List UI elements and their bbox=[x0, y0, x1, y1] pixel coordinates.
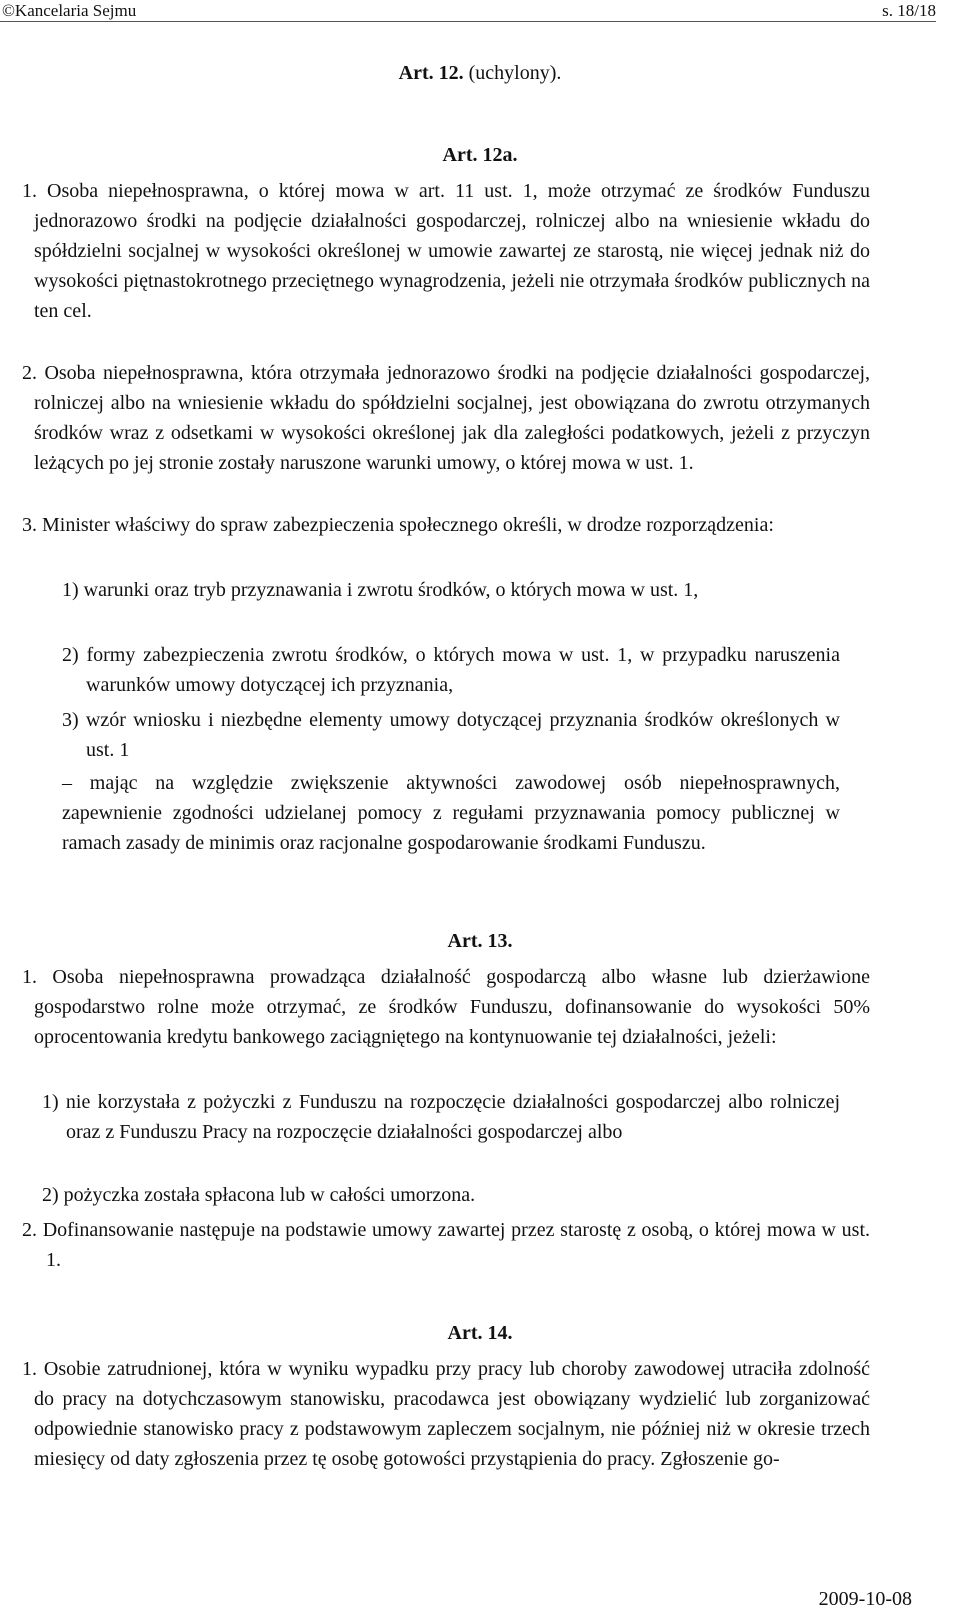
art-12a-heading bbox=[0, 144, 960, 167]
page-header bbox=[0, 0, 960, 24]
art-13-heading bbox=[0, 930, 960, 953]
art-13-title: Art. 13. bbox=[447, 930, 513, 952]
art-13-para-1: 1. Osoba niepełnosprawna prowadząca działalność gospodarczą albo własne lub dzierżawione gospodarstwo rolne może otrzymać, ze środków Funduszu, dofinansowanie do wysokości 50% oprocentowania kredytu bankowego zaciągniętego na kontynuowanie tej działalności, jeżeli: bbox=[22, 966, 870, 1048]
art-12a-closing-clause: – mając na względzie zwiększenie aktywności zawodowej osób niepełnosprawnych, zapewnienie zgodności udzielanej pomocy z regułami przyznawania pomocy publicznej w ramach zasady de minimis oraz racjonalne gospodarowanie środkami Funduszu. bbox=[62, 772, 840, 854]
art-12-note: (uchylony). bbox=[468, 62, 562, 84]
art-12-heading bbox=[0, 62, 960, 85]
art-13-para-2: 2. Dofinansowanie następuje na podstawie umowy zawartej przez starostę z osobą, o której mowa w ust. 1. bbox=[22, 1219, 870, 1271]
art-12-title: Art. 12. bbox=[398, 62, 464, 84]
header-source: ©Kancelaria Sejmu bbox=[2, 1, 137, 20]
header-page-number: s. 18/18 bbox=[882, 1, 936, 20]
art-12a-para-3: 3. Minister właściwy do spraw zabezpieczenia społecznego określi, w drodze rozporządzenia: bbox=[22, 514, 774, 536]
art-13-item-1: 1) nie korzystała z pożyczki z Funduszu na rozpoczęcie działalności gospodarczej albo rolniczej oraz z Funduszu Pracy na rozpoczęcie działalności gospodarczej albo bbox=[42, 1091, 840, 1143]
footer-date: 2009-10-08 bbox=[818, 1588, 912, 1610]
art-14-para-1: 1. Osobie zatrudnionej, która w wyniku wypadku przy pracy lub choroby zawodowej utraciła zdolność do pracy na dotychczasowym stanowisku, pracodawca jest obowiązany wydzielić lub zorganizować odpowiednie stanowisko pracy z podstawowym zapleczem socjalnym, nie później niż w okresie trzech miesięcy od daty zgłoszenia przez tę osobę gotowości przystąpienia do pracy. Zgłoszenie go- bbox=[22, 1358, 870, 1470]
art-12a-title: Art. 12a. bbox=[442, 144, 518, 166]
header-rule bbox=[0, 21, 936, 22]
art-13-item-2: 2) pożyczka została spłacona lub w całości umorzona. bbox=[42, 1184, 476, 1206]
art-12a-item-3: 3) wzór wniosku i niezbędne elementy umowy dotyczącej przyznania środków określonych w ust. 1 bbox=[62, 709, 840, 761]
art-14-title: Art. 14. bbox=[447, 1322, 513, 1344]
art-12a-para-2: 2. Osoba niepełnosprawna, która otrzymała jednorazowo środki na podjęcie działalności gospodarczej, rolniczej albo na wniesienie wkładu do spółdzielni socjalnej, jest obowiązana do zwrotu otrzymanych środków wraz z odsetkami w wysokości określonej jak dla zaległości podatkowych, jeżeli z przyczyn leżących po jej stronie zostały naruszone warunki umowy, o której mowa w ust. 1. bbox=[22, 362, 870, 474]
art-12a-item-2: 2) formy zabezpieczenia zwrotu środków, o których mowa w ust. 1, w przypadku naruszenia warunków umowy dotyczącej ich przyznania, bbox=[62, 644, 840, 696]
art-12a-para-1: 1. Osoba niepełnosprawna, o której mowa w art. 11 ust. 1, może otrzymać ze środków Funduszu jednorazowo środki na podjęcie działalności gospodarczej, rolniczej albo na wniesienie wkładu do spółdzielni socjalnej w wysokości określonej w umowie zawartej ze starostą, nie więcej jednak niż do wysokości piętnastokrotnego przeciętnego wynagrodzenia, jeżeli nie otrzymała środków publicznych na ten cel. bbox=[22, 180, 870, 322]
art-14-heading bbox=[0, 1322, 960, 1345]
art-12a-item-1: 1) warunki oraz tryb przyznawania i zwrotu środków, o których mowa w ust. 1, bbox=[62, 579, 699, 601]
